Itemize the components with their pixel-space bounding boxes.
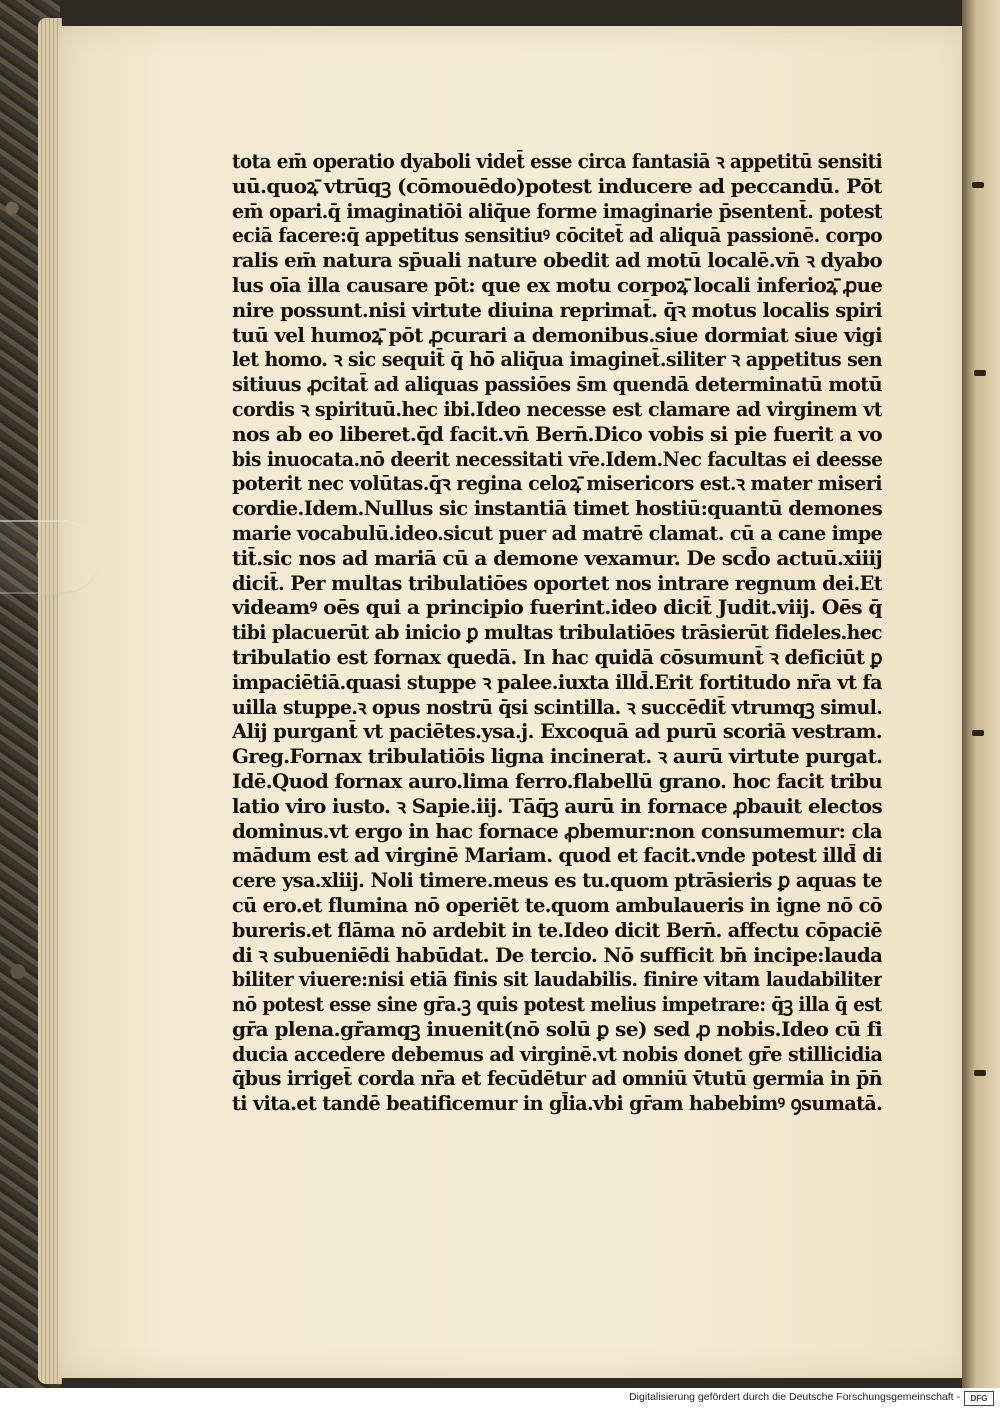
- text-line: cū ero.et flumina nō operiēt te.quom ambulaueris in igne nō cō: [232, 893, 882, 917]
- text-line: cere ysa.xliij. Noli timere.meus es tu.quom ptrāsieris ꝑ aquas te: [232, 869, 882, 893]
- text-line: nos ab eo liberet.q̄d facit.vn̄ Bern̄.Dico vobis si pie fuerit a vo: [232, 422, 882, 446]
- text-line: ti vita.et tandē beatificemur in gl̄ia.vbi gr̄am habebimꝰ ꝯsumatā.: [232, 1092, 882, 1116]
- text-line: Greg.Fornax tribulatiōis ligna incinerat. ꝛ aurū virtute purgat.: [232, 745, 882, 769]
- dfg-logo: DFG: [964, 1391, 994, 1406]
- text-line: di ꝛ subueniēdi habūdat. De tercio. Nō sufficit bn̄ incipe:lauda: [232, 943, 882, 967]
- text-line: marie vocabulū.ideo.sicut puer ad matrē clamat. cū a cane impe: [232, 521, 882, 545]
- text-line: tibi placuerūt ab inicio ꝑ multas tribulatiōes trāsierūt fideles.hec: [232, 621, 882, 645]
- text-line: q̄bus irriget̄ corda nr̄a et fecūdētur ad omniū v̄tutū germia in p̄n̄: [232, 1067, 882, 1091]
- printed-text-block: [232, 150, 882, 1117]
- text-line: cordis ꝛ spirituū.hec ibi.Ideo necesse est clamare ad virginem vt: [232, 397, 882, 421]
- text-line: Alij purgant̄ vt paciētes.ysa.j. Excoquā ad purū scoriā vestram.: [232, 720, 882, 744]
- text-line: dicit̄. Per multas tribulatiōes oportet nos intrare regnum dei.Et: [232, 571, 882, 595]
- text-line: ducia accedere debemus ad virginē.vt nobis donet gr̄e stillicidia: [232, 1042, 882, 1066]
- text-line: em̄ opari.q̄ imaginatiōi aliq̄ue forme imaginarie p̄sentent̄. potest: [232, 199, 882, 223]
- text-line: nire possunt.nisi virtute diuina reprimat̄. q̄ꝛ motus localis spiri: [232, 298, 882, 322]
- text-line: mādum est ad virginē Mariam. quod et facit.vnde potest illd̄ di: [232, 844, 882, 868]
- text-line: tota em̄ operatio dyaboli videt̄ esse circa fantasiā ꝛ appetitū sensiti: [232, 150, 882, 173]
- text-line: sitiuus ꝓcitat̄ ad aliquas passiōes s̄m quendā determinatū motū: [232, 373, 882, 397]
- text-line: latio viro iusto. ꝛ Sapie.iij. Tāq̄ꝫ aurū in fornace ꝓbauit electos: [232, 794, 882, 818]
- text-line: tribulatio est fornax quedā. In hac quidā cōsumunt̄ ꝛ deficiūt ꝑ: [232, 645, 882, 669]
- text-line: gr̄a plena.gr̄amqꝫ inuenit(nō solū ꝑ se) sed ꝓ nobis.Ideo cū fi: [232, 1017, 882, 1041]
- text-line: biliter viuere:nisi etiā finis sit laudabilis. finire vitam laudabiliter: [232, 968, 882, 992]
- text-line: nō potest esse sine gr̄a.ꝫ quis potest melius impetrare: q̄ꝫ illa q̄ est: [232, 993, 882, 1017]
- text-line: impaciētiā.quasi stuppe ꝛ palee.iuxta illd̄.Erit fortitudo nr̄a vt fa: [232, 670, 882, 694]
- text-line: let homo. ꝛ sic sequit̄ q̄ hō̄ aliq̄ua imaginet̄.siliter ꝛ appetitus sen: [232, 348, 882, 372]
- text-line: bis inuocata.nō deerit necessitati vr̄e.Idem.Nec facultas ei deesse: [232, 447, 882, 471]
- text-line: uū.quoꝝ̄ vtrūqꝫ (cōmouēdo)potest inducere ad peccandū. Pōt: [232, 174, 882, 198]
- text-line: ralis em̄ natura sp̄uali nature obedit ad motū localē.vn̄ ꝛ dyabo: [232, 249, 882, 273]
- text-line: lus oīa illa causare pōt: que ex motu corpoꝝ̄ locali inferioꝝ̄ ꝓue: [232, 273, 882, 297]
- text-line: uilla stuppe.ꝛ opus nostrū q̄si scintilla. ꝛ succēdit̄ vtrumqꝫ simul.: [232, 695, 882, 719]
- text-line: cordie.Idem.Nullus sic instantiā timet hostiū:quantū demones: [232, 497, 882, 521]
- text-line: videamꝰ oēs qui a principio fuerint.ideo dicit̄ Judit.viij. Oēs q̄: [232, 596, 882, 620]
- footer-bar: [0, 1388, 1000, 1408]
- text-line: bureris.et flāma nō ardebit in te.Ideo dicit Bern̄. affectu cōpaciē: [232, 918, 882, 942]
- text-line: Idē.Quod fornax auro.lima ferro.flabellū grano. hoc facit tribu: [232, 769, 882, 793]
- text-line: poterit nec volūtas.q̄ꝛ regina celoꝝ̄ misericors est.ꝛ mater miseri: [232, 472, 882, 496]
- footer-credit: Digitalisierung gefördert durch die Deutsche Forschungsgemeinschaft -: [629, 1391, 960, 1403]
- text-line: tit̄.sic nos ad mariā cū a demone vexamur. De scd̄o actuū.xiiij: [232, 546, 882, 570]
- facing-page-ink-marks: [966, 170, 1000, 1170]
- book-clasp: [0, 520, 100, 594]
- text-line: tuū vel humoꝝ̄ pōt ꝓcurari a demonibus.siue dormiat siue vigi: [232, 323, 882, 347]
- text-line: dominus.vt ergo in hac fornace ꝓbemur:non consumemur: cla: [232, 819, 882, 843]
- text-line: eciā facere:q̄ appetitus sensitiuꝰ cōcitet̄ ad aliquā passionē. corpo: [232, 224, 882, 248]
